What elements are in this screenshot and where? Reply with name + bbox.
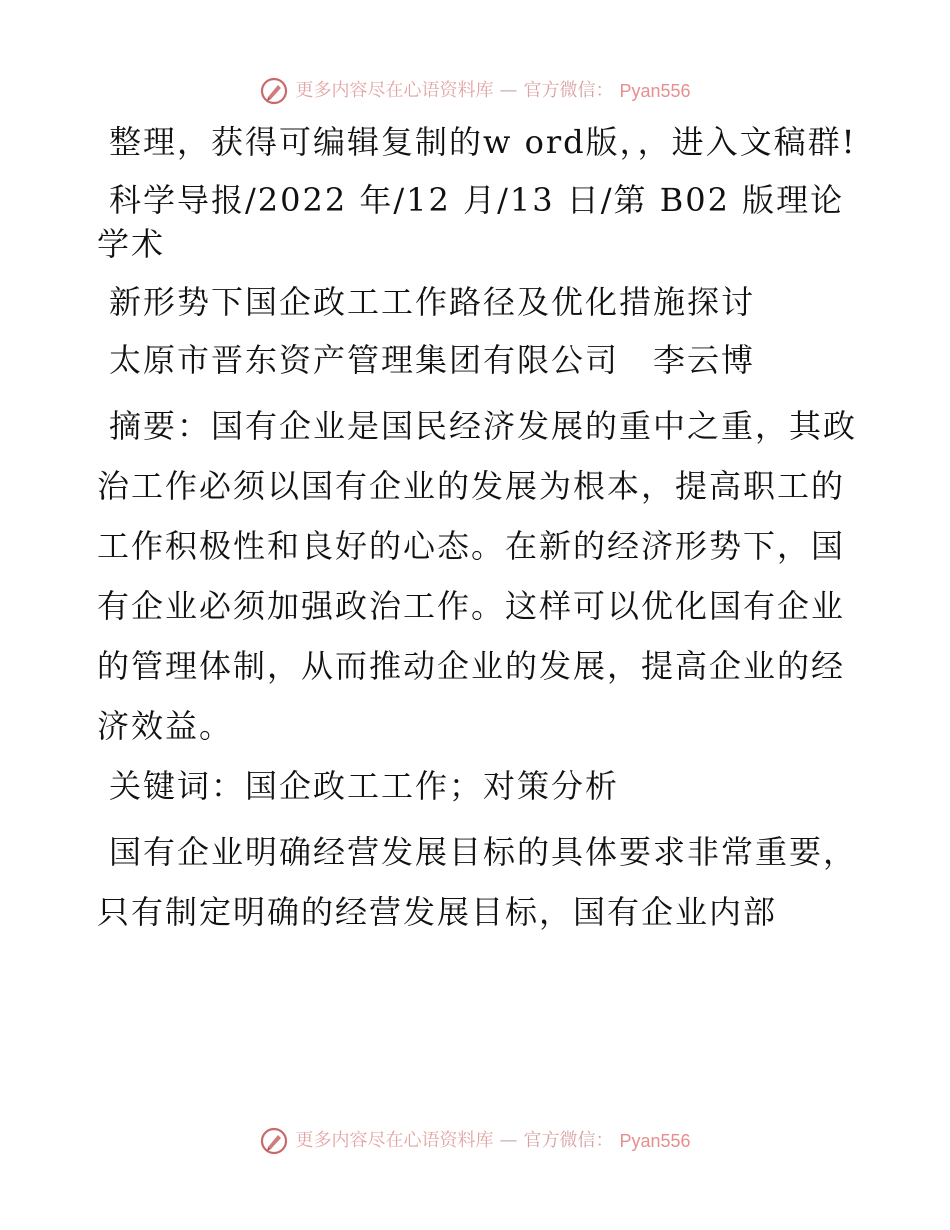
watermark-separator: —: [499, 1130, 518, 1151]
watermark-official-label: 官方微信：: [523, 80, 614, 101]
watermark-text: 更多内容尽在心语资料库: [295, 1130, 494, 1151]
watermark-wechat-id: Pyan556: [619, 1131, 691, 1151]
footer-watermark: [0, 1126, 950, 1156]
abstract-paragraph: 摘要：国有企业是国民经济发展的重中之重，其政治工作必须以国有企业的发展为根本，提高职工的工作积极性和良好的心态。在新的经济形势下，国有企业必须加强政治工作。这样可以优化国有企业的管理体制，从而推动企业的发展，提高企业的经济效益。: [97, 407, 858, 745]
author-line: 太原市晋东资产管理集团有限公司 李云博: [109, 341, 756, 379]
watermark-separator: —: [499, 80, 518, 101]
source-line: 科学导报/2022 年/12 月/13 日/第 B02 版理论学术: [97, 181, 845, 263]
header-watermark: [0, 76, 950, 106]
article-title: 新形势下国企政工工作路径及优化措施探讨: [109, 283, 756, 321]
keywords-line: 关键词：国企政工工作；对策分析: [109, 767, 620, 805]
pen-logo-icon: [259, 1126, 289, 1156]
watermark-text: 更多内容尽在心语资料库: [295, 80, 494, 101]
watermark-wechat-id: Pyan556: [619, 81, 691, 101]
document-body: [97, 120, 857, 956]
pen-logo-icon: [259, 76, 289, 106]
body-paragraph: 国有企业明确经营发展目标的具体要求非常重要，只有制定明确的经营发展目标，国有企业内部: [97, 833, 858, 931]
watermark-official-label: 官方微信：: [523, 1130, 614, 1151]
intro-paragraph: 整理，获得可编辑复制的w ord版，，进入文稿群!: [109, 123, 857, 161]
